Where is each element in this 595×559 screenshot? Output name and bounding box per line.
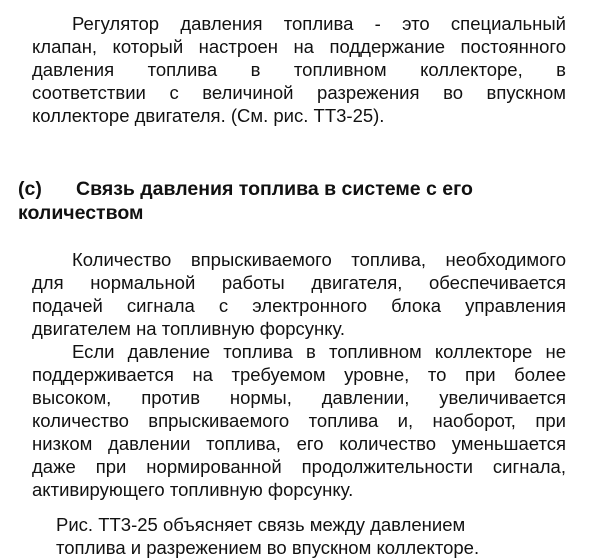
text-line: Рис. ТТ3-25 объясняет связь между давлением <box>56 514 466 535</box>
text-line: топлива и разрежением во впускном коллекторе. <box>56 537 480 558</box>
text-line: подачей сигнала с электронного блока управления <box>32 295 566 316</box>
text-line: клапан, который настроен на поддержание постоянного <box>32 36 566 57</box>
paragraph-figure-reference <box>56 513 576 559</box>
paragraph-fuel-pressure-regulator <box>32 12 566 127</box>
text-line: коллекторе двигателя. (См. рис. ТТ3-25). <box>32 105 385 126</box>
paragraph-injected-quantity <box>32 248 566 340</box>
text-line: давления топлива в топливном коллекторе, в <box>32 59 566 80</box>
text-line: даже при нормированной продолжительности сигнала, <box>32 456 566 477</box>
text-line: высоком, против нормы, давлении, увеличивается <box>32 387 566 408</box>
paragraph-pressure-deviation <box>32 340 566 501</box>
text-line: для нормальной работы двигателя, обеспечивается <box>32 272 566 293</box>
text-line: двигателем на топливную форсунку. <box>32 318 346 339</box>
section-title-line1: Связь давления топлива в системе с его <box>76 178 473 200</box>
text-line: активирующего топливную форсунку. <box>32 479 354 500</box>
text-line: Если давление топлива в топливном коллекторе не <box>72 341 566 362</box>
section-number: (c) <box>18 178 42 200</box>
text-line: соответствии с величиной разрежения во впускном <box>32 82 566 103</box>
text-line: Количество впрыскиваемого топлива, необходимого <box>72 249 566 270</box>
section-title-line2: количеством <box>18 202 144 224</box>
text-line: Регулятор давления топлива - это специальный <box>72 13 566 34</box>
text-line: поддерживается на требуемом уровне, то при более <box>32 364 566 385</box>
text-line: низком давлении топлива, его количество уменьшается <box>32 433 566 454</box>
text-line: количество впрыскиваемого топлива и, наоборот, при <box>32 410 566 431</box>
section-heading <box>18 177 578 225</box>
